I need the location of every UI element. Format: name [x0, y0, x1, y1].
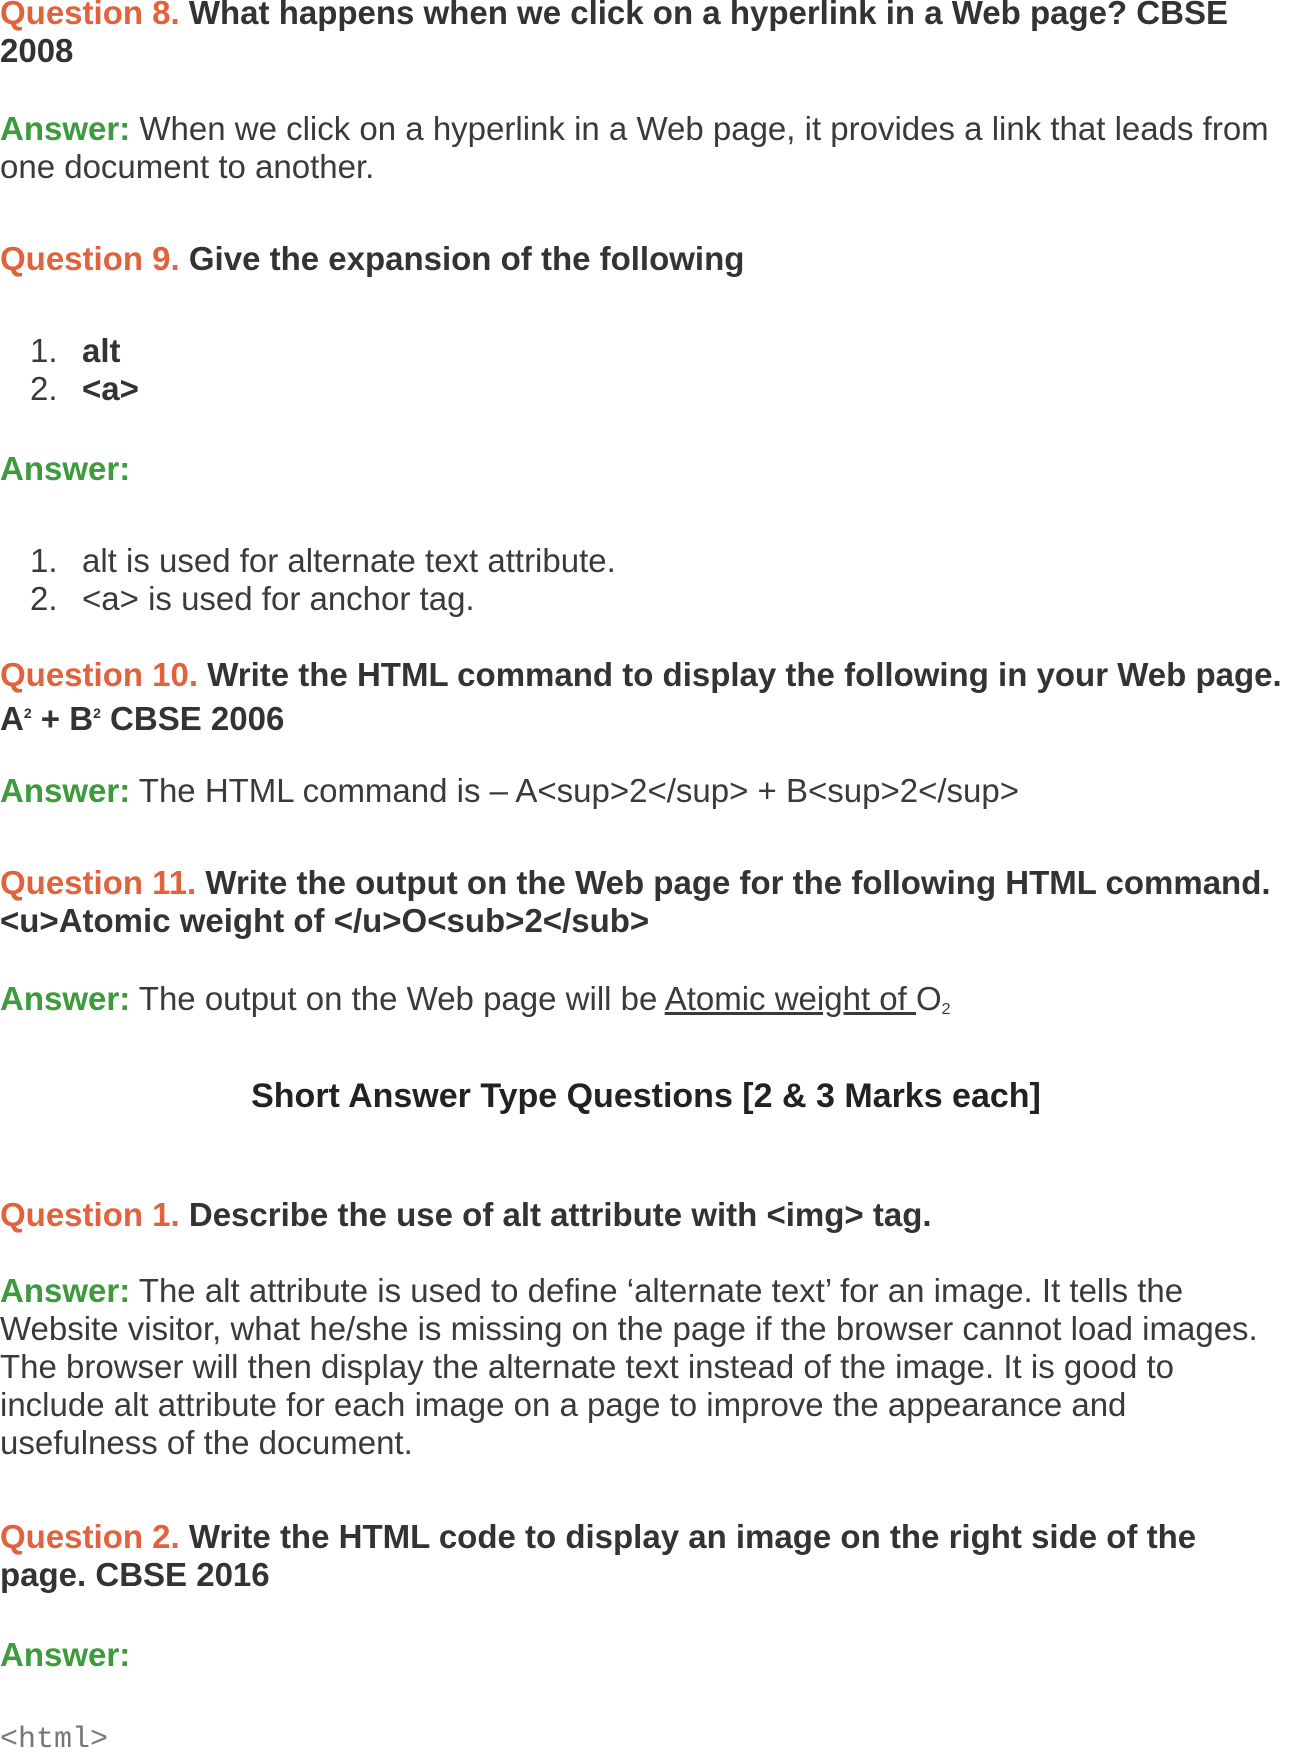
formula-a: A [0, 700, 24, 737]
question-text: Give the expansion of the following [188, 240, 745, 277]
question-text-cont: page. CBSE 2016 [0, 1556, 270, 1593]
question-9-list [0, 332, 1292, 408]
list-item [0, 542, 1292, 580]
answer-label: Answer: [0, 772, 131, 809]
question-label: Question 8. [0, 0, 180, 31]
answer-11 [0, 980, 1292, 1029]
list-number: 1. [30, 332, 58, 369]
question-text-cont: 2008 [0, 32, 74, 69]
question-text: Write the HTML command to display the following in your Web page. [207, 656, 1282, 693]
short-answer-1 [0, 1272, 1292, 1462]
question-9 [0, 240, 1292, 278]
list-number: 1. [30, 542, 58, 579]
question-11 [0, 864, 1292, 940]
list-text: alt [82, 332, 121, 369]
question-label: Question 11. [0, 864, 197, 901]
formula-sup: 2 [23, 705, 32, 721]
answer-label: Answer: [0, 980, 131, 1017]
answer-text: When we click on a hyperlink in a Web page, it provides a link that leads from [139, 110, 1269, 147]
question-10 [0, 656, 1292, 738]
answer-9-list [0, 542, 1292, 618]
formula-plus: + B [31, 700, 94, 737]
answer-text: The alt attribute is used to define ‘alternate text’ for an image. It tells the [138, 1272, 1184, 1309]
question-label: Question 10. [0, 656, 199, 693]
answer-label: Answer: [0, 110, 131, 147]
list-number: 2. [30, 370, 58, 407]
answer-text-cont: include alt attribute for each image on a page to improve the appearance and [0, 1386, 1127, 1423]
question-8 [0, 0, 1292, 70]
answer-8 [0, 110, 1292, 186]
answer-text-cont: Website visitor, what he/she is missing on the page if the browser cannot load images. [0, 1310, 1258, 1347]
answer-text: The HTML command is – A<sup>2</sup> + B<sup>2</sup> [138, 772, 1020, 809]
output-o: O [915, 980, 942, 1017]
code-block: <html> [0, 1723, 109, 1757]
section-heading: Short Answer Type Questions [2 & 3 Marks each] [251, 1077, 1041, 1115]
question-label: Question 2. [0, 1518, 180, 1555]
short-question-1 [0, 1196, 1292, 1234]
question-text: What happens when we click on a hyperlink in a Web page? CBSE [188, 0, 1228, 31]
output-sub: 2 [941, 1001, 951, 1018]
answer-9 [0, 450, 1292, 488]
answer-label: Answer: [0, 1272, 131, 1309]
question-label: Question 1. [0, 1196, 180, 1233]
list-item [0, 370, 1292, 408]
list-text: <a> [82, 370, 139, 407]
list-text: alt is used for alternate text attribute. [82, 542, 616, 579]
answer-10 [0, 772, 1292, 810]
answer-text-cont: usefulness of the document. [0, 1424, 413, 1461]
question-label: Question 9. [0, 240, 180, 277]
formula-sup: 2 [93, 705, 101, 721]
formula-rest: CBSE 2006 [100, 700, 285, 737]
list-item [0, 580, 1292, 618]
answer-label: Answer: [0, 1636, 131, 1673]
answer-label: Answer: [0, 450, 131, 487]
answer-text-cont: The browser will then display the alternate text instead of the image. It is good to [0, 1348, 1174, 1385]
answer-text-cont: one document to another. [0, 148, 375, 185]
underlined-output: Atomic weight of [664, 980, 916, 1017]
question-formula [0, 700, 284, 737]
list-text: <a> is used for anchor tag. [82, 580, 475, 617]
question-text: Write the HTML code to display an image on the right side of the [188, 1518, 1197, 1555]
question-code: <u>Atomic weight of </u>O<sub>2</sub> [0, 902, 650, 939]
short-question-2 [0, 1518, 1292, 1594]
question-text: Describe the use of alt attribute with <img> tag. [188, 1196, 932, 1233]
list-number: 2. [30, 580, 58, 617]
list-item [0, 332, 1292, 370]
question-text: Write the output on the Web page for the following HTML command. [205, 864, 1271, 901]
short-answer-2 [0, 1636, 1292, 1674]
answer-text: The output on the Web page will be [138, 980, 665, 1017]
